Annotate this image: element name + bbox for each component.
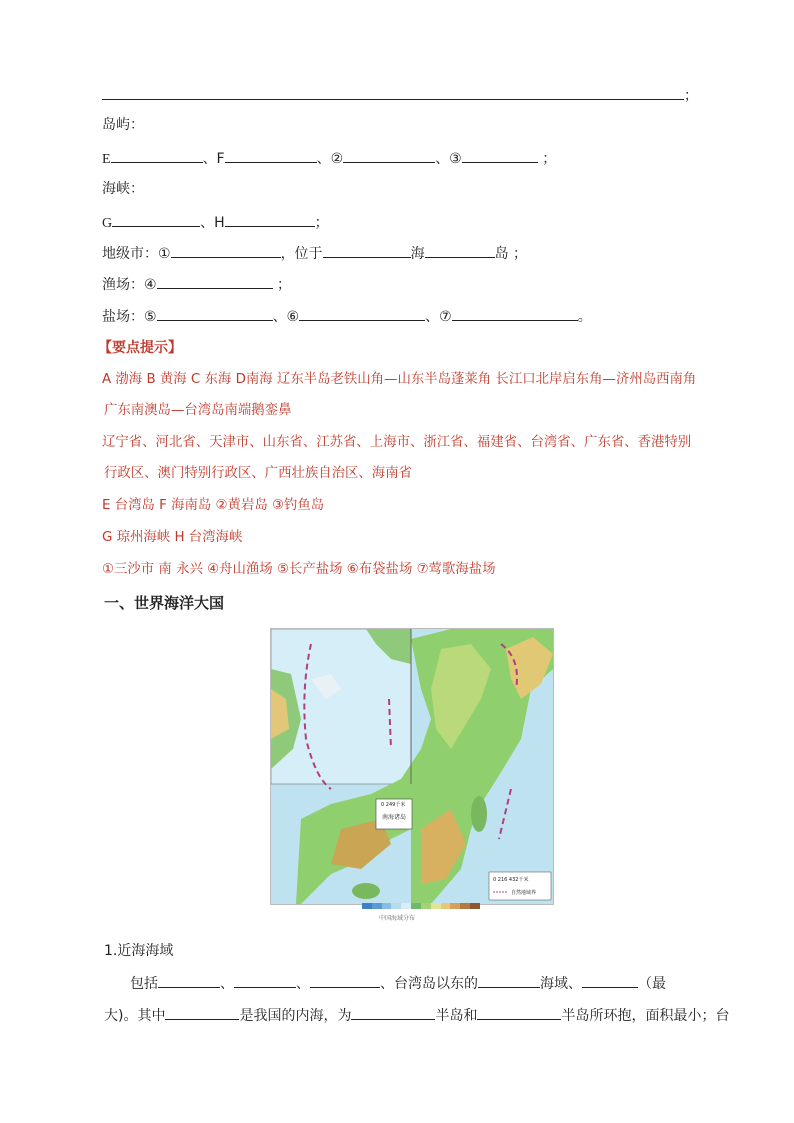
- answer-blank-4[interactable]: [157, 274, 273, 289]
- answer-blank-p1[interactable]: [158, 973, 220, 988]
- top-blank-line: ；: [102, 85, 698, 106]
- answer-blank-p6[interactable]: [165, 1005, 239, 1020]
- map-drawing: [271, 629, 553, 904]
- answer-blank-e[interactable]: [111, 148, 203, 163]
- answer-blank-3[interactable]: [462, 148, 538, 163]
- tips-line-3: 辽宁省、河北省、天津市、山东省、江苏省、上海市、浙江省、福建省、台湾省、广东省、香港特别: [102, 435, 692, 450]
- section-title: 一、世界海洋大国: [104, 594, 225, 612]
- figure-caption: 中国海域分布: [378, 915, 415, 922]
- answer-blank[interactable]: [102, 85, 684, 100]
- tips-line-1: A 渤海 B 黄海 C 东海 D南海 辽东半岛老铁山角—山东半岛蓬莱角 长江口北岸启东角—济州岛西南角: [102, 372, 697, 387]
- paragraph-line-2: 大)。其中 是我国的内海，为 半岛和 半岛所环抱，面积最小；台: [104, 1005, 729, 1026]
- city-line: 地级市：① ，位于 海 岛 ；: [102, 243, 527, 264]
- answer-blank-p2[interactable]: [234, 973, 296, 988]
- inset-label: 南海诸岛: [381, 814, 407, 821]
- answer-blank-7[interactable]: [452, 306, 578, 321]
- legend-swatch: [421, 903, 431, 909]
- elevation-legend: [362, 903, 480, 909]
- answer-blank-p8[interactable]: [477, 1005, 561, 1020]
- answer-blank-p5[interactable]: [582, 973, 638, 988]
- tips-line-2: 广东南澳岛—台湾岛南端鹅銮鼻: [104, 403, 292, 418]
- tips-line-7: ①三沙市 南 永兴 ④舟山渔场 ⑤长产盐场 ⑥布袋盐场 ⑦莺歌海盐场: [102, 562, 496, 577]
- tips-header: 【要点提示】: [98, 340, 182, 356]
- answer-blank-p4[interactable]: [478, 973, 540, 988]
- inset-scale: 0 249千米: [381, 802, 406, 808]
- legend-swatch: [411, 903, 421, 909]
- answer-blank-sea[interactable]: [323, 243, 411, 258]
- legend-swatch: [382, 903, 392, 909]
- map-legend-text: 自然地域界: [511, 890, 537, 896]
- answer-blank-5[interactable]: [157, 306, 273, 321]
- legend-swatch: [372, 903, 382, 909]
- paragraph-line-1: 包括 、 、 、台湾岛以东的 海域、 （最: [130, 973, 666, 994]
- answer-blank-g[interactable]: [112, 212, 200, 227]
- legend-swatch: [470, 903, 480, 909]
- islands-line: E 、F 、② 、③ ；: [102, 148, 556, 170]
- answer-blank-h[interactable]: [225, 212, 315, 227]
- saltworks-line: 盐场：⑤ 、⑥ 、⑦ 。: [102, 306, 592, 327]
- legend-swatch: [401, 903, 411, 909]
- answer-blank-p3[interactable]: [310, 973, 380, 988]
- answer-blank-p7[interactable]: [351, 1005, 435, 1020]
- legend-swatch: [441, 903, 451, 909]
- legend-swatch: [362, 903, 372, 909]
- islands-label: 岛屿：: [102, 117, 144, 133]
- straits-label: 海峡：: [102, 181, 144, 197]
- legend-swatch: [460, 903, 470, 909]
- legend-swatch: [391, 903, 401, 909]
- tips-line-6: G 琼州海峡 H 台湾海峡: [102, 530, 243, 545]
- tips-line-4: 行政区、澳门特别行政区、广西壮族自治区、海南省: [104, 466, 412, 481]
- legend-swatch: [450, 903, 460, 909]
- straits-line: G 、H ；: [102, 212, 329, 234]
- legend-swatch: [431, 903, 441, 909]
- answer-blank-1[interactable]: [171, 243, 281, 258]
- map-scale: 0 216 432千米: [493, 877, 529, 883]
- tips-line-5: E 台湾岛 F 海南岛 ②黄岩岛 ③钓鱼岛: [102, 498, 325, 513]
- subsection-title: 1.近海海域: [104, 943, 174, 959]
- china-sea-map: [270, 628, 554, 905]
- answer-blank-f[interactable]: [225, 148, 317, 163]
- answer-blank-2[interactable]: [343, 148, 435, 163]
- answer-blank-6[interactable]: [299, 306, 425, 321]
- answer-blank-island[interactable]: [425, 243, 495, 258]
- fishery-line: 渔场：④ ；: [102, 274, 291, 295]
